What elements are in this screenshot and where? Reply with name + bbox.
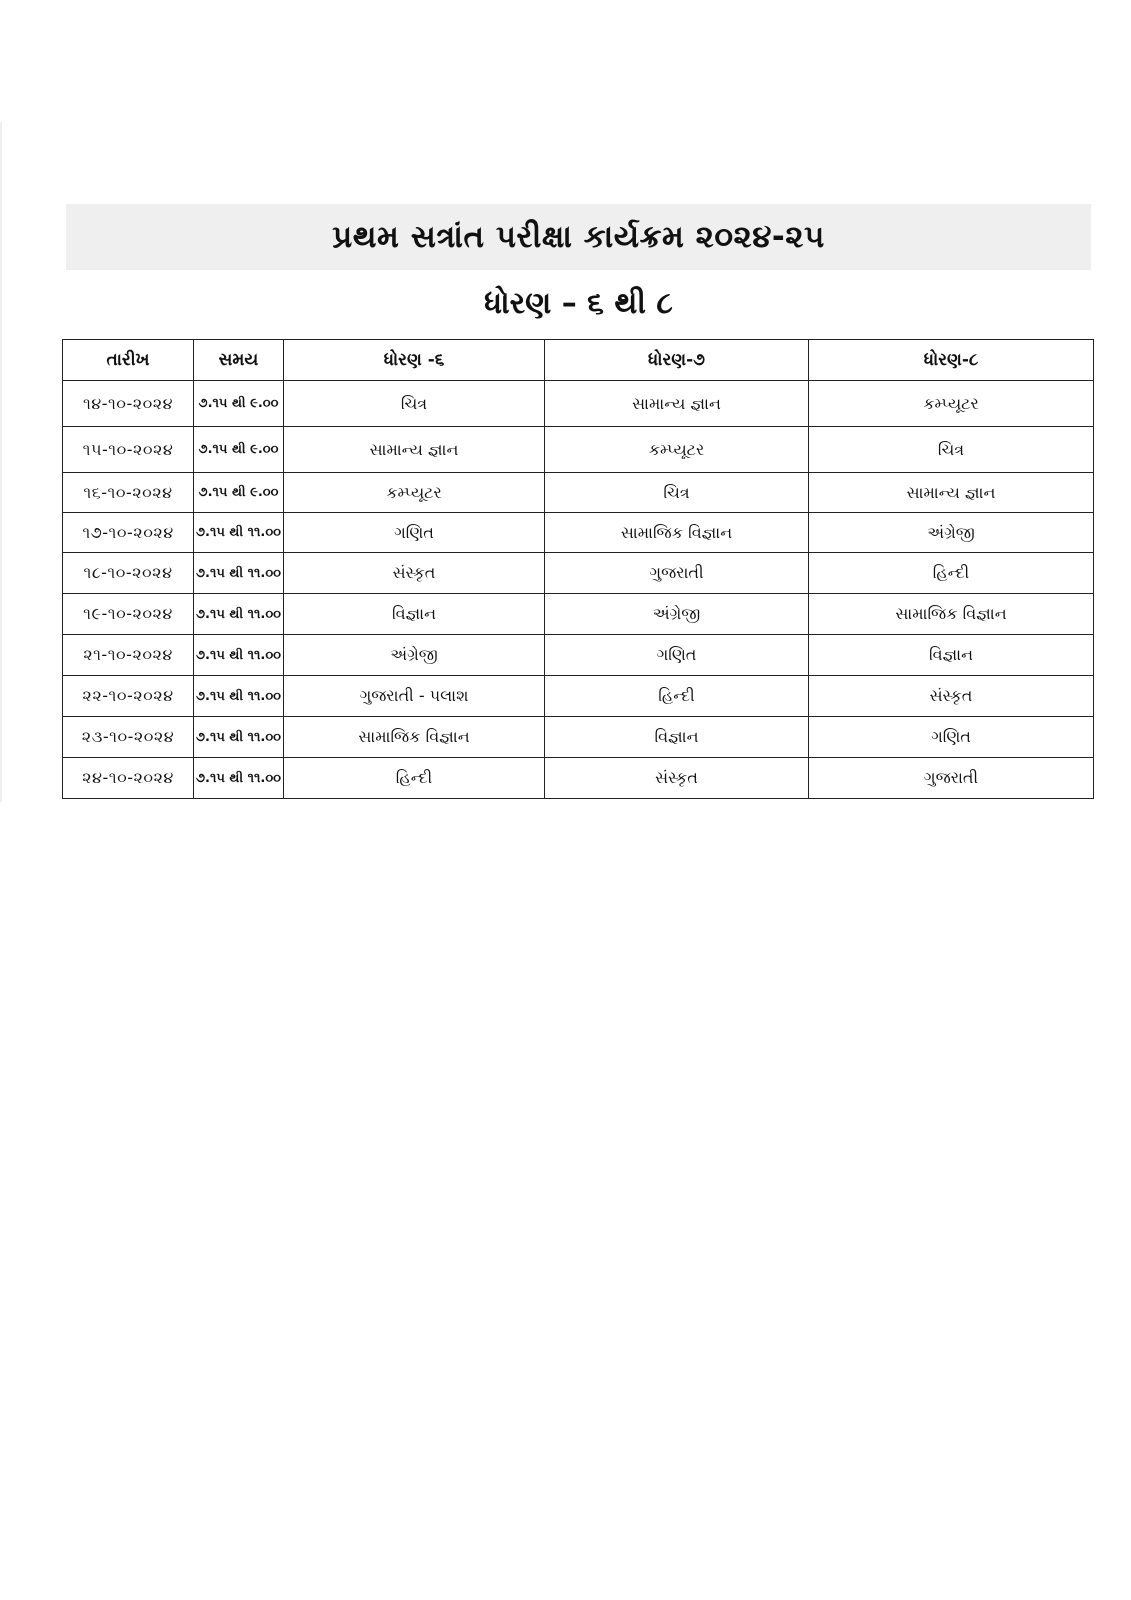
cell-date: ૨૪-૧૦-૨૦૨૪ <box>63 758 194 799</box>
cell-std8: ગણિત <box>809 717 1094 758</box>
cell-std7: અંગ્રેજી <box>545 594 809 635</box>
cell-date: ૧૪-૧૦-૨૦૨૪ <box>63 381 194 427</box>
cell-std8: સંસ્કૃત <box>809 676 1094 717</box>
table-row <box>63 513 1094 553</box>
cell-std7: સંસ્કૃત <box>545 758 809 799</box>
table-row <box>63 717 1094 758</box>
cell-date: ૨૧-૧૦-૨૦૨૪ <box>63 635 194 676</box>
cell-std6: સામાજિક વિજ્ઞાન <box>284 717 545 758</box>
table-row <box>63 635 1094 676</box>
cell-std7: કમ્પ્યૂટર <box>545 427 809 473</box>
cell-time: ૭.૧૫ થી ૧૧.૦૦ <box>194 594 284 635</box>
cell-time: ૭.૧૫ થી ૧૧.૦૦ <box>194 553 284 594</box>
title-banner <box>66 204 1091 270</box>
cell-std8: સામાન્ય જ્ઞાન <box>809 473 1094 513</box>
cell-std7: ગુજરાતી <box>545 553 809 594</box>
table-header <box>63 340 1094 381</box>
cell-std6: સંસ્કૃત <box>284 553 545 594</box>
cell-std7: ગણિત <box>545 635 809 676</box>
header-std8: ધોરણ-૮ <box>809 340 1094 381</box>
table-row <box>63 381 1094 427</box>
table-row <box>63 427 1094 473</box>
cell-date: ૨૩-૧૦-૨૦૨૪ <box>63 717 194 758</box>
cell-time: ૭.૧૫ થી ૯.૦૦ <box>194 381 284 427</box>
cell-time: ૭.૧૫ થી ૧૧.૦૦ <box>194 717 284 758</box>
cell-std6: સામાન્ય જ્ઞાન <box>284 427 545 473</box>
cell-date: ૧૬-૧૦-૨૦૨૪ <box>63 473 194 513</box>
cell-time: ૭.૧૫ થી ૧૧.૦૦ <box>194 676 284 717</box>
header-std6: ધોરણ -૬ <box>284 340 545 381</box>
cell-std7: વિજ્ઞાન <box>545 717 809 758</box>
cell-std6: વિજ્ઞાન <box>284 594 545 635</box>
cell-std6: ચિત્ર <box>284 381 545 427</box>
cell-time: ૭.૧૫ થી ૧૧.૦૦ <box>194 758 284 799</box>
cell-time: ૭.૧૫ થી ૯.૦૦ <box>194 427 284 473</box>
cell-std6: કમ્પ્યૂટર <box>284 473 545 513</box>
cell-std6: ગુજરાતી - પલાશ <box>284 676 545 717</box>
cell-std7: હિન્દી <box>545 676 809 717</box>
table-body <box>63 381 1094 799</box>
table-row <box>63 758 1094 799</box>
table-row <box>63 553 1094 594</box>
table-row <box>63 473 1094 513</box>
cell-std7: સામાન્ય જ્ઞાન <box>545 381 809 427</box>
cell-std8: અંગ્રેજી <box>809 513 1094 553</box>
cell-std7: સામાજિક વિજ્ઞાન <box>545 513 809 553</box>
table-row <box>63 676 1094 717</box>
header-date: તારીખ <box>63 340 194 381</box>
page-edge-shadow <box>0 122 2 802</box>
cell-std8: સામાજિક વિજ્ઞાન <box>809 594 1094 635</box>
cell-std8: કમ્પ્યૂટર <box>809 381 1094 427</box>
header-row <box>63 340 1094 381</box>
header-std7: ધોરણ-૭ <box>545 340 809 381</box>
cell-std8: ગુજરાતી <box>809 758 1094 799</box>
cell-std7: ચિત્ર <box>545 473 809 513</box>
page-title: પ્રથમ સત્રાંત પરીક્ષા કાર્યક્રમ ૨૦૨૪-૨૫ <box>332 218 825 255</box>
cell-time: ૭.૧૫ થી ૧૧.૦૦ <box>194 635 284 676</box>
cell-std8: હિન્દી <box>809 553 1094 594</box>
cell-std6: અંગ્રેજી <box>284 635 545 676</box>
cell-std6: હિન્દી <box>284 758 545 799</box>
cell-std8: વિજ્ઞાન <box>809 635 1094 676</box>
exam-schedule-table <box>62 339 1094 799</box>
cell-std8: ચિત્ર <box>809 427 1094 473</box>
cell-date: ૧૫-૧૦-૨૦૨૪ <box>63 427 194 473</box>
cell-date: ૧૮-૧૦-૨૦૨૪ <box>63 553 194 594</box>
cell-date: ૧૯-૧૦-૨૦૨૪ <box>63 594 194 635</box>
cell-std6: ગણિત <box>284 513 545 553</box>
cell-date: ૨૨-૧૦-૨૦૨૪ <box>63 676 194 717</box>
cell-time: ૭.૧૫ થી ૧૧.૦૦ <box>194 513 284 553</box>
table-row <box>63 594 1094 635</box>
cell-date: ૧૭-૧૦-૨૦૨૪ <box>63 513 194 553</box>
header-time: સમય <box>194 340 284 381</box>
page-subtitle: ધોરણ – ૬ થી ૮ <box>484 286 673 321</box>
cell-time: ૭.૧૫ થી ૯.૦૦ <box>194 473 284 513</box>
